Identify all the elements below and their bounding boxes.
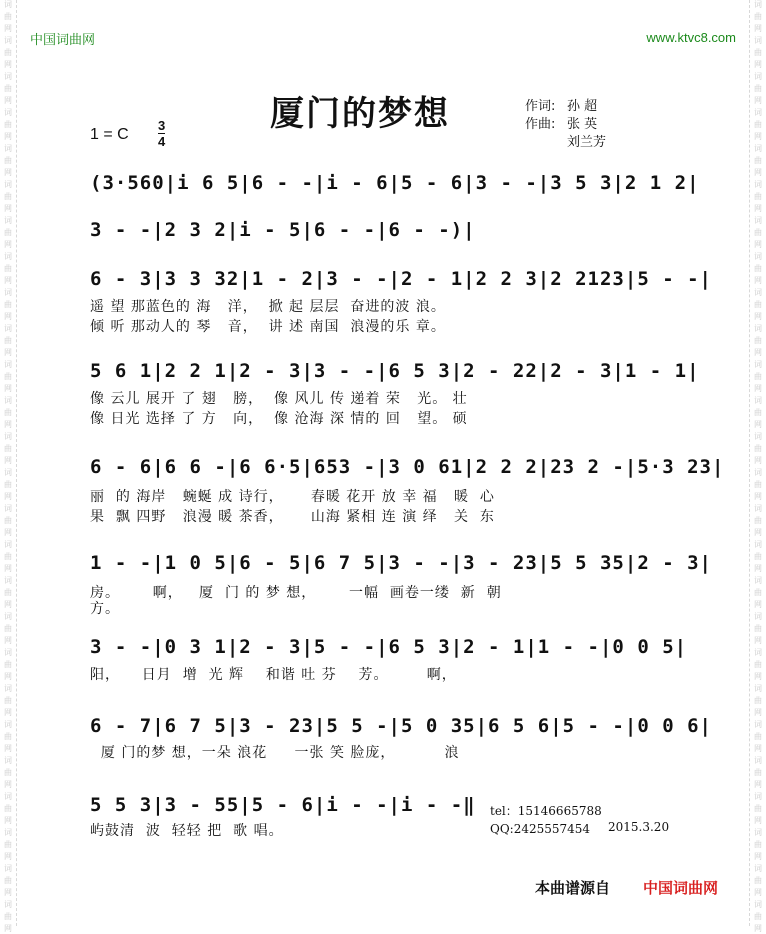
watermark-glyph: 词 — [754, 180, 762, 189]
watermark-glyph: 曲 — [754, 624, 762, 633]
watermark-glyph: 词 — [754, 324, 762, 333]
watermark-glyph: 曲 — [754, 444, 762, 453]
watermark-glyph: 词 — [754, 468, 762, 477]
lyric-line-3a: 遥 望 那蓝色的 海 洋， 掀 起 层层 奋进的波 浪。 — [90, 299, 446, 315]
watermark-glyph: 网 — [754, 816, 762, 825]
watermark-glyph: 网 — [4, 60, 12, 69]
watermark-glyph: 词 — [4, 144, 12, 153]
watermark-glyph: 词 — [4, 360, 12, 369]
watermark-glyph: 网 — [4, 924, 12, 933]
watermark-glyph: 网 — [4, 348, 12, 357]
watermark-glyph: 曲 — [754, 480, 762, 489]
watermark-glyph: 曲 — [4, 228, 12, 237]
watermark-glyph: 曲 — [754, 840, 762, 849]
watermark-glyph: 曲 — [4, 300, 12, 309]
watermark-glyph: 词 — [754, 684, 762, 693]
watermark-glyph: 曲 — [4, 372, 12, 381]
watermark-glyph: 网 — [754, 744, 762, 753]
lyric-line-6b: 方。 — [90, 601, 120, 617]
watermark-glyph: 网 — [4, 780, 12, 789]
composer-name: 张 英 — [567, 117, 598, 132]
watermark-glyph: 词 — [4, 468, 12, 477]
watermark-glyph: 网 — [4, 168, 12, 177]
watermark-glyph: 词 — [754, 72, 762, 81]
watermark-glyph: 网 — [4, 420, 12, 429]
watermark-glyph: 曲 — [4, 156, 12, 165]
watermark-glyph: 词 — [754, 360, 762, 369]
watermark-glyph: 词 — [754, 648, 762, 657]
watermark-glyph: 曲 — [754, 156, 762, 165]
watermark-glyph: 词 — [754, 900, 762, 909]
watermark-glyph: 网 — [4, 564, 12, 573]
watermark-glyph: 词 — [754, 144, 762, 153]
watermark-glyph: 曲 — [754, 408, 762, 417]
lyric-line-3b: 倾 听 那动人的 琴 音， 讲 述 南国 浪漫的乐 章。 — [90, 319, 446, 335]
watermark-glyph: 曲 — [4, 660, 12, 669]
watermark-glyph: 曲 — [4, 444, 12, 453]
lyric-line-9: 屿鼓清 波 轻轻 把 歌 唱。 — [90, 823, 284, 839]
watermark-glyph: 网 — [754, 564, 762, 573]
watermark-glyph: 词 — [754, 828, 762, 837]
watermark-glyph: 词 — [4, 792, 12, 801]
watermark-glyph: 网 — [4, 672, 12, 681]
watermark-glyph: 网 — [4, 708, 12, 717]
qq-number: QQ:2425557454 — [490, 822, 591, 836]
watermark-glyph: 曲 — [754, 264, 762, 273]
lyric-line-6a: 房。 啊， 厦 门 的 梦 想， 一幅 画卷一缕 新 朝 — [90, 585, 502, 601]
watermark-glyph: 曲 — [754, 768, 762, 777]
watermark-glyph: 曲 — [754, 192, 762, 201]
contact-info — [490, 802, 602, 838]
score-line-4: 5 6 1|2 2 1|2 - 3|3 - -|6 5 3|2 - 22|2 - 3|1 - 1| — [90, 360, 700, 382]
watermark-glyph: 网 — [754, 636, 762, 645]
watermark-glyph: 词 — [754, 576, 762, 585]
watermark-glyph: 网 — [754, 384, 762, 393]
lyricist-label: 作词: — [525, 99, 556, 114]
watermark-glyph: 曲 — [4, 840, 12, 849]
lyric-line-7: 阳， 日月 增 光 辉 和谐 吐 芬 芳。 啊， — [90, 667, 457, 683]
watermark-glyph: 网 — [4, 852, 12, 861]
watermark-glyph: 词 — [4, 324, 12, 333]
watermark-glyph: 曲 — [4, 48, 12, 57]
watermark-glyph: 曲 — [4, 84, 12, 93]
left-watermark-strip — [0, 0, 17, 933]
watermark-glyph: 网 — [4, 816, 12, 825]
watermark-glyph: 词 — [4, 0, 12, 9]
watermark-glyph: 词 — [4, 864, 12, 873]
watermark-glyph: 词 — [4, 180, 12, 189]
watermark-glyph: 网 — [4, 888, 12, 897]
watermark-glyph: 词 — [4, 504, 12, 513]
watermark-glyph: 网 — [4, 456, 12, 465]
watermark-glyph: 曲 — [754, 804, 762, 813]
score-line-9: 5 5 3|3 - 55|5 - 6|i - -|i - -‖ — [90, 794, 476, 816]
time-signature-top: 3 — [158, 118, 166, 133]
source-brand[interactable]: 中国词曲网 — [643, 879, 719, 897]
watermark-glyph: 曲 — [754, 516, 762, 525]
watermark-glyph: 网 — [4, 384, 12, 393]
watermark-glyph: 曲 — [754, 12, 762, 21]
watermark-glyph: 曲 — [4, 408, 12, 417]
watermark-glyph: 词 — [4, 900, 12, 909]
watermark-glyph: 词 — [4, 684, 12, 693]
watermark-glyph: 曲 — [754, 660, 762, 669]
watermark-glyph: 网 — [4, 636, 12, 645]
watermark-glyph: 曲 — [4, 480, 12, 489]
watermark-glyph: 网 — [754, 96, 762, 105]
watermark-glyph: 网 — [754, 240, 762, 249]
watermark-glyph: 词 — [754, 540, 762, 549]
watermark-glyph: 词 — [754, 756, 762, 765]
watermark-glyph: 曲 — [754, 588, 762, 597]
watermark-glyph: 网 — [754, 888, 762, 897]
score-line-8: 6 - 7|6 7 5|3 - 23|5 5 -|5 0 35|6 5 6|5 - -|0 0 6| — [90, 715, 712, 737]
watermark-glyph: 曲 — [4, 264, 12, 273]
watermark-glyph: 词 — [4, 396, 12, 405]
score-line-7: 3 - -|0 3 1|2 - 3|5 - -|6 5 3|2 - 1|1 - -|0 0 5| — [90, 636, 688, 658]
site-url[interactable]: www.ktvc8.com — [646, 30, 736, 45]
watermark-glyph: 网 — [4, 492, 12, 501]
watermark-glyph: 网 — [4, 132, 12, 141]
watermark-glyph: 网 — [4, 24, 12, 33]
watermark-glyph: 曲 — [4, 120, 12, 129]
watermark-glyph: 词 — [754, 108, 762, 117]
lyricist-name: 孙 超 — [567, 99, 598, 114]
lyric-line-5b: 果 飘 四野 浪漫 暖 茶香， 山海 紧相 连 演 绎 关 东 — [90, 509, 495, 525]
watermark-glyph: 词 — [4, 36, 12, 45]
lyric-line-4a: 像 云儿 展开 了 翅 膀， 像 风儿 传 递着 荣 光。 壮 — [90, 391, 468, 407]
watermark-glyph: 曲 — [4, 516, 12, 525]
watermark-glyph: 词 — [754, 504, 762, 513]
watermark-glyph: 网 — [4, 600, 12, 609]
watermark-glyph: 曲 — [754, 876, 762, 885]
watermark-glyph: 词 — [754, 864, 762, 873]
watermark-glyph: 曲 — [4, 696, 12, 705]
score-line-2: 3 - -|2 3 2|i - 5|6 - -|6 - -)| — [90, 219, 476, 241]
score-line-3: 6 - 3|3 3 32|1 - 2|3 - -|2 - 1|2 2 3|2 2123|5 - -| — [90, 268, 712, 290]
watermark-glyph: 网 — [4, 204, 12, 213]
watermark-glyph: 网 — [754, 276, 762, 285]
watermark-glyph: 词 — [4, 72, 12, 81]
watermark-glyph: 网 — [4, 528, 12, 537]
watermark-glyph: 曲 — [754, 336, 762, 345]
telephone: tel：15146665788 — [490, 804, 602, 818]
watermark-glyph: 网 — [754, 456, 762, 465]
watermark-glyph: 词 — [754, 216, 762, 225]
watermark-glyph: 曲 — [4, 768, 12, 777]
watermark-glyph: 网 — [754, 708, 762, 717]
watermark-glyph: 曲 — [754, 48, 762, 57]
watermark-glyph: 曲 — [754, 228, 762, 237]
watermark-glyph: 曲 — [754, 912, 762, 921]
watermark-glyph: 网 — [754, 348, 762, 357]
watermark-glyph: 网 — [4, 240, 12, 249]
watermark-glyph: 网 — [754, 924, 762, 933]
right-watermark-strip — [749, 0, 766, 933]
song-title: 厦门的梦想 — [270, 94, 450, 134]
watermark-glyph: 词 — [754, 396, 762, 405]
watermark-glyph: 词 — [4, 828, 12, 837]
watermark-glyph: 词 — [754, 252, 762, 261]
watermark-glyph: 曲 — [4, 588, 12, 597]
score-date: 2015.3.20 — [608, 820, 670, 834]
watermark-glyph: 曲 — [754, 552, 762, 561]
watermark-glyph: 网 — [754, 60, 762, 69]
watermark-glyph: 曲 — [4, 732, 12, 741]
watermark-glyph: 网 — [4, 96, 12, 105]
watermark-glyph: 网 — [754, 672, 762, 681]
watermark-glyph: 曲 — [754, 120, 762, 129]
watermark-glyph: 词 — [754, 432, 762, 441]
watermark-glyph: 曲 — [4, 912, 12, 921]
watermark-glyph: 词 — [4, 720, 12, 729]
watermark-glyph: 曲 — [754, 732, 762, 741]
composer-label: 作曲: — [525, 117, 556, 132]
watermark-glyph: 曲 — [754, 300, 762, 309]
watermark-glyph: 曲 — [4, 552, 12, 561]
time-signature-bottom: 4 — [158, 134, 166, 149]
score-line-1: (3·560|i 6 5|6 - -|i - 6|5 - 6|3 - -|3 5 3|2 1 2| — [90, 172, 700, 194]
watermark-glyph: 网 — [754, 600, 762, 609]
song-credits — [525, 98, 606, 152]
lyric-line-4b: 像 日光 选择 了 方 向， 像 沧海 深 情的 回 望。 硕 — [90, 411, 468, 427]
watermark-glyph: 网 — [754, 528, 762, 537]
watermark-glyph: 网 — [754, 312, 762, 321]
source-note: 本曲谱源自 — [535, 879, 611, 897]
score-line-6: 1 - -|1 0 5|6 - 5|6 7 5|3 - -|3 - 23|5 5 35|2 - 3| — [90, 552, 712, 574]
watermark-glyph: 网 — [4, 744, 12, 753]
watermark-glyph: 网 — [4, 312, 12, 321]
watermark-glyph: 词 — [4, 756, 12, 765]
watermark-glyph: 曲 — [754, 372, 762, 381]
watermark-glyph: 词 — [754, 792, 762, 801]
watermark-glyph: 曲 — [4, 624, 12, 633]
watermark-glyph: 词 — [4, 648, 12, 657]
watermark-glyph: 词 — [4, 252, 12, 261]
watermark-glyph: 网 — [754, 852, 762, 861]
watermark-glyph: 网 — [754, 492, 762, 501]
watermark-glyph: 词 — [754, 288, 762, 297]
watermark-glyph: 曲 — [4, 804, 12, 813]
watermark-glyph: 曲 — [754, 84, 762, 93]
composer-name-2: 刘兰芳 — [567, 135, 607, 150]
score-line-5: 6 - 6|6 6 -|6 6·5|653 -|3 0 61|2 2 2|23 2 -|5·3 23| — [90, 456, 725, 478]
watermark-glyph: 词 — [4, 612, 12, 621]
watermark-glyph: 词 — [4, 108, 12, 117]
watermark-glyph: 曲 — [4, 336, 12, 345]
site-name[interactable]: 中国词曲网 — [30, 33, 96, 48]
watermark-glyph: 词 — [4, 540, 12, 549]
watermark-glyph: 曲 — [4, 192, 12, 201]
watermark-glyph: 词 — [4, 288, 12, 297]
lyric-line-8: 厦 门的梦 想，一朵 浪花 一张 笑 脸庞， 浪 — [90, 745, 460, 761]
watermark-glyph: 网 — [754, 204, 762, 213]
watermark-glyph: 网 — [754, 132, 762, 141]
watermark-glyph: 词 — [754, 612, 762, 621]
watermark-glyph: 词 — [4, 216, 12, 225]
watermark-glyph: 词 — [4, 432, 12, 441]
time-signature — [158, 118, 165, 149]
watermark-glyph: 词 — [4, 576, 12, 585]
key-signature: 1 = C — [90, 126, 129, 143]
watermark-glyph: 网 — [754, 168, 762, 177]
watermark-glyph: 网 — [754, 24, 762, 33]
lyric-line-5a: 丽 的 海岸 蜿蜒 成 诗行， 春暖 花开 放 幸 福 暖 心 — [90, 489, 495, 505]
watermark-glyph: 网 — [4, 276, 12, 285]
watermark-glyph: 曲 — [4, 12, 12, 21]
watermark-glyph: 曲 — [754, 696, 762, 705]
watermark-glyph: 网 — [754, 420, 762, 429]
watermark-glyph: 网 — [754, 780, 762, 789]
watermark-glyph: 词 — [754, 0, 762, 9]
watermark-glyph: 曲 — [4, 876, 12, 885]
watermark-glyph: 词 — [754, 720, 762, 729]
watermark-glyph: 词 — [754, 36, 762, 45]
